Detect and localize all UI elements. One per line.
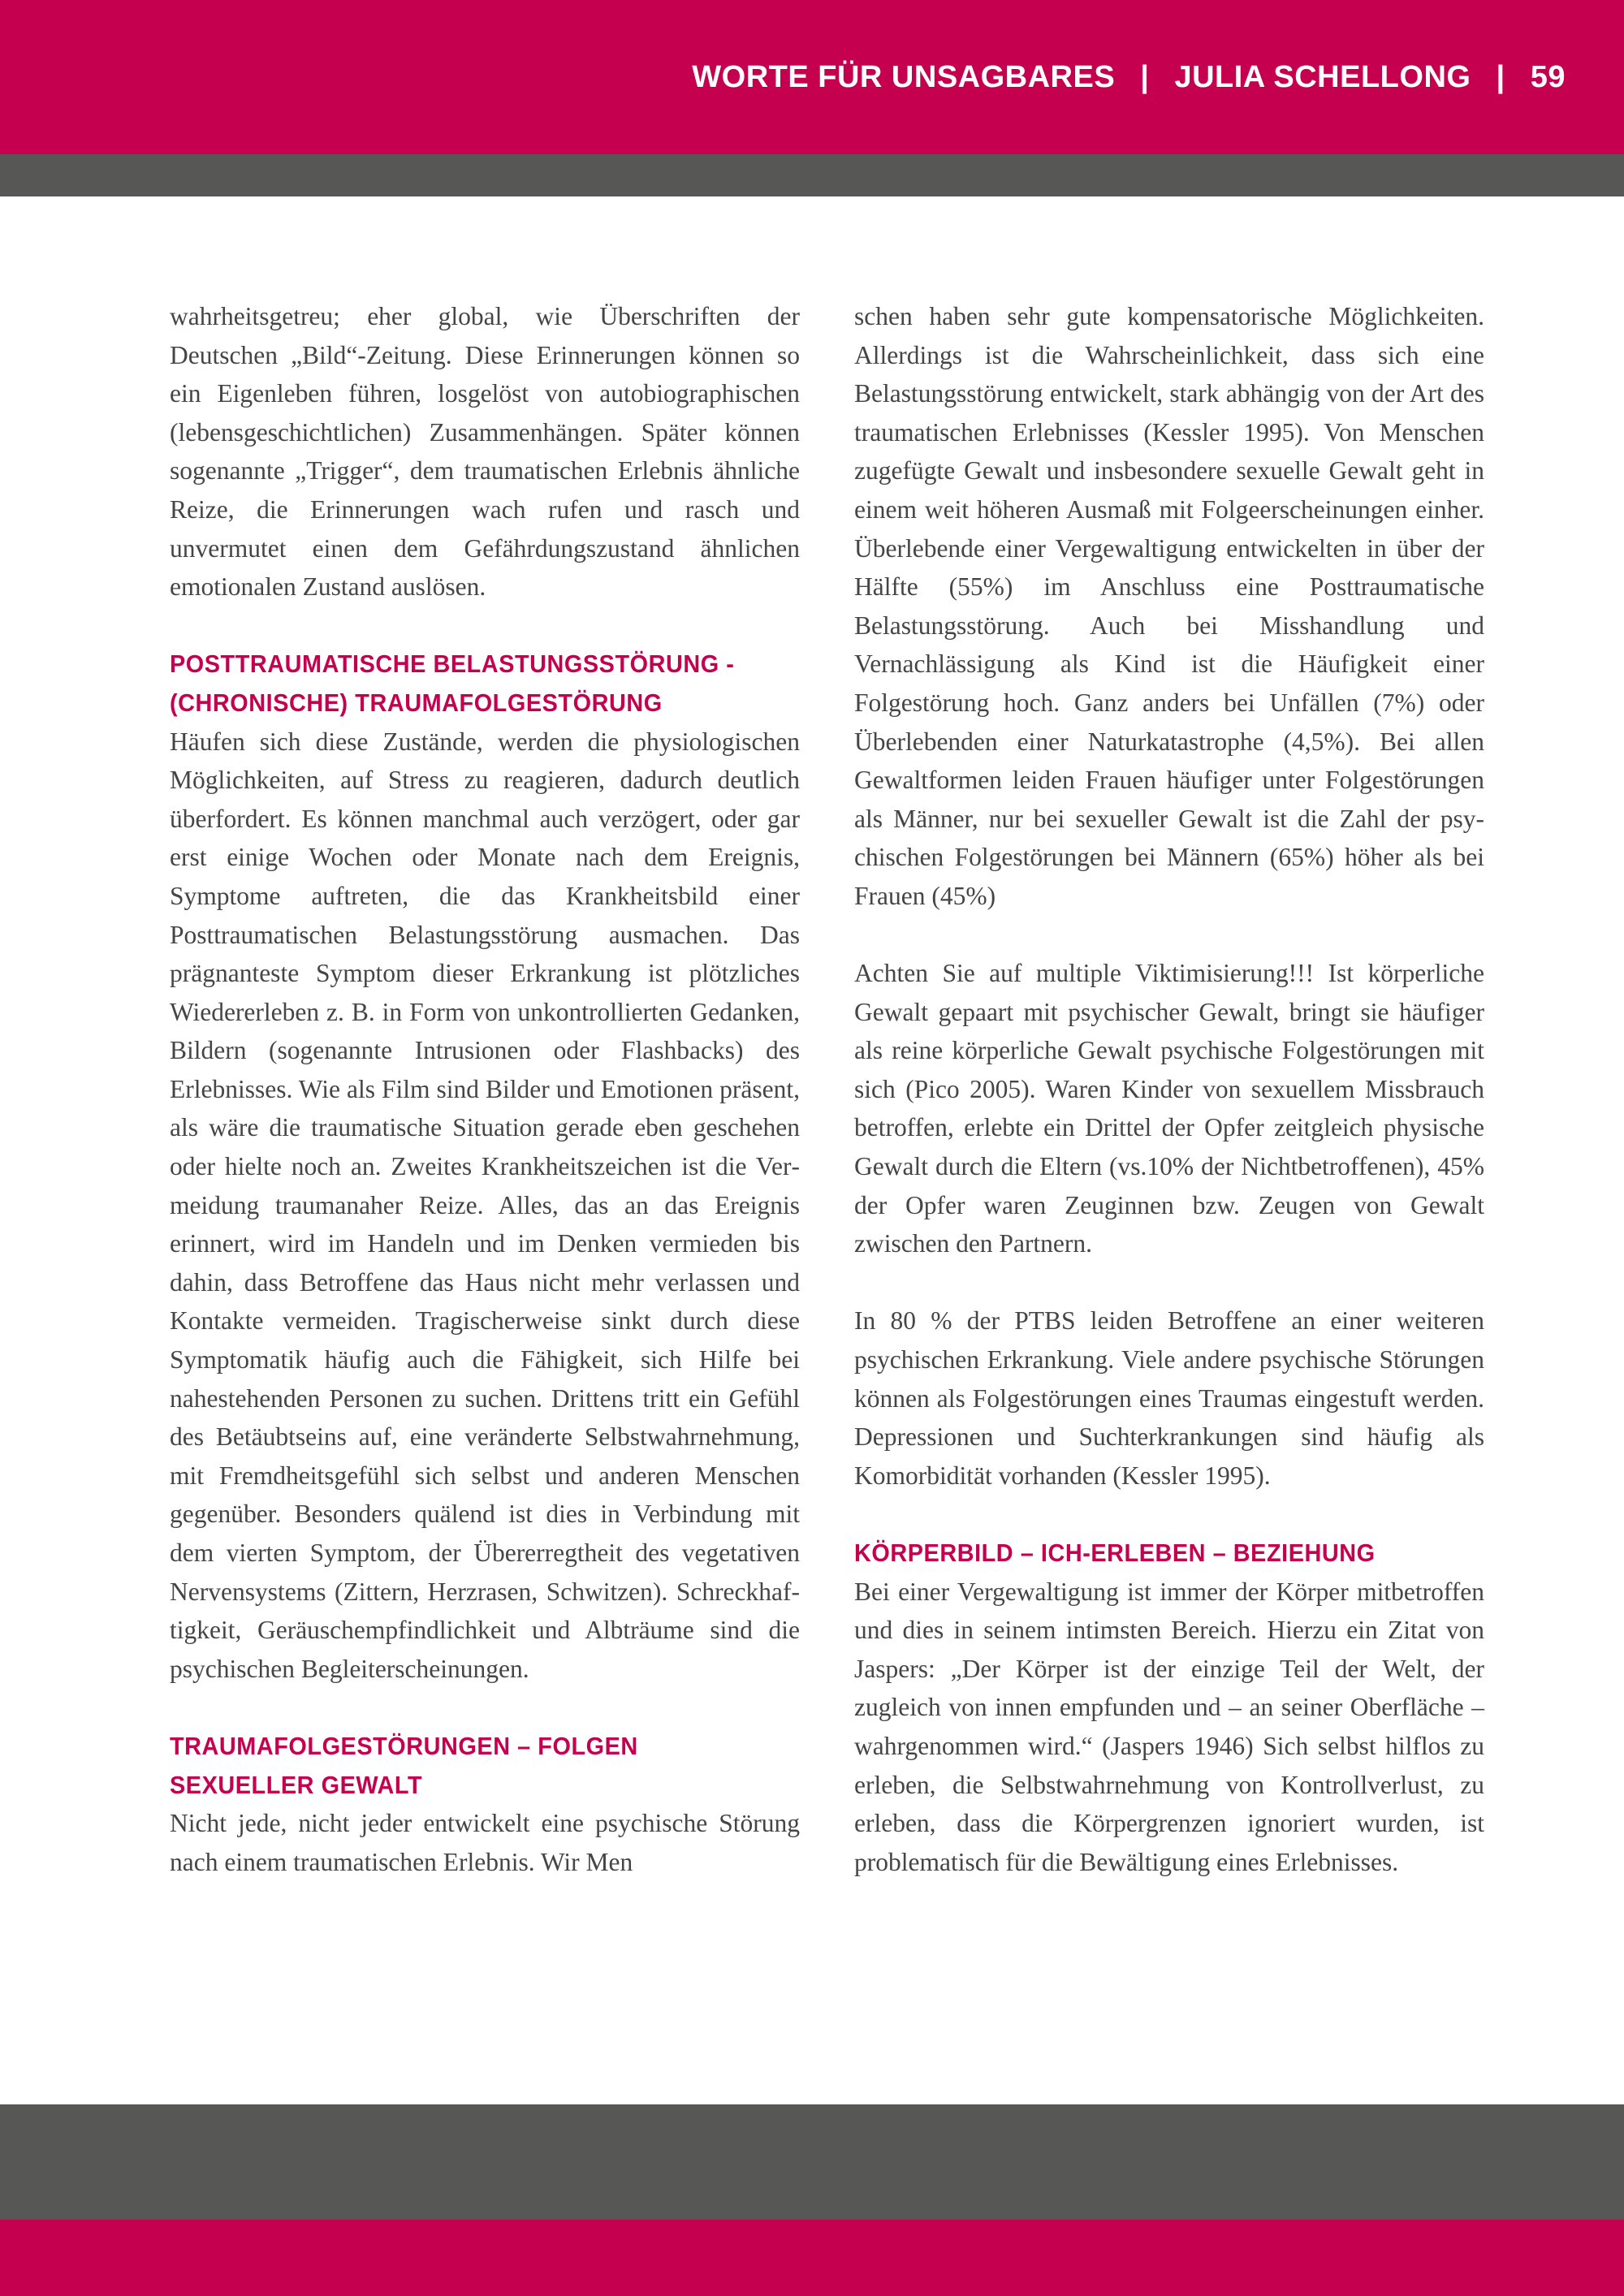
heading-line: SEXUELLER GEWALT bbox=[170, 1770, 423, 1799]
heading-line: TRAUMAFOLGESTÖRUNGEN – FOLGEN bbox=[170, 1731, 638, 1760]
paragraph: Häufen sich diese Zustände, werden die physiologischen Möglichkeiten, auf Stress zu reagieren, dadurch deutlich überfordert. Es können manchmal auch verzögert, oder gar erst einige Wochen oder Monate nach dem Ereignis, Symptome auftreten, die das Krankheitsbild einer Posttraumatischen Belastungsstörung ausmachen. Das prägnanteste Symptom dieser Erkrankung ist plötzliches Wiedererleben z. B. in Form von unkontrollierten Gedanken, Bildern (sogenannte Intrusionen oder Flashbacks) des Erlebnisses. Wie als Film sind Bilder und Emotionen präsent, als wäre die traumatische Situation gerade eben geschehen oder hielte noch an. Zweites Krankheitszeichen ist die Vermeidung traumanaher Reize. Alles, das an das Ereignis erinnert, wird im Handeln und im Denken vermieden bis dahin, dass Betroffene das Haus nicht mehr verlassen und Kontakte vermeiden. Tragischerweise sinkt durch diese Symptomatik häufig auch die Fähigkeit, sich Hilfe bei nahestehenden Personen zu suchen. Drittens tritt ein Gefühl des Betäubtseins auf, eine veränderte Selbstwahrnehmung, mit Fremdheitsgefühl sich selbst und anderen Menschen gegenüber. Besonders quälend ist dies in Verbindung mit dem vierten Symptom, der Übererregtheit des vegetativen Nervensystems (Zittern, Herzrasen, Schwitzen). Schreckhaftigkeit, Geräuschempfindlichkeit und Albträume sind die psychischen Begleiterscheinungen. bbox=[170, 727, 800, 1683]
section-heading-traumafolgen bbox=[170, 1727, 756, 1804]
page-number: 59 bbox=[1530, 60, 1566, 94]
paragraph: Achten Sie auf multiple Viktimisierung!!! Ist körperliche Gewalt gepaart mit psychischer Gewalt, bringt sie häufiger als reine körperliche Gewalt psychische Folgestörungen mit sich (Pico 2005). Waren Kinder von sexuellem Missbrauch betroffen, erlebte ein Drittel der Opfer zeitgleich physische Gewalt durch die Eltern (vs.10% der Nichtbetroffenen), 45% der Opfer waren Zeuginnen bzw. Zeugen von Gewalt zwischen den Partnern. bbox=[854, 959, 1484, 1258]
paragraph: In 80 % der PTBS leiden Betroffene an einer weiteren psychischen Erkrankung. Viele andere psychische Störungen können als Folgestörungen eines Traumas eingestuft werden. Depressionen und Suchterkrankungen sind häufig als Komorbidität vorhanden (Kessler 1995). bbox=[854, 1306, 1484, 1490]
left-column bbox=[170, 297, 800, 1881]
paragraph: Nicht jede, nicht jeder entwickelt eine psychische Störung nach einem traumatischen Erlebnis. Wir Men bbox=[170, 1809, 800, 1876]
paragraph: wahrheitsgetreu; eher global, wie Überschriften der Deutschen „Bild“-Zeitung. Diese Erinnerungen können so ein Eigenleben führen, losgelöst von autobiographischen (lebensgeschichtlichen) Zusammenhängen. Später können sogenannte „Trigger“, dem traumatischen Erlebnis ähnliche Reize, die Erinnerungen wach rufen und rasch und unvermutet einen dem Gefährdungszustand ähnlichen emotionalen Zustand auslösen. bbox=[170, 302, 800, 602]
section-heading-koerperbild: KÖRPERBILD – ICH-ERLEBEN – BEZIEHUNG bbox=[854, 1539, 1376, 1567]
author-name: JULIA SCHELLONG bbox=[1174, 60, 1471, 94]
heading-line: (CHRONISCHE) TRAUMAFOLGESTÖRUNG bbox=[170, 688, 663, 717]
paragraph: schen haben sehr gute kompensatorische Möglichkeiten. Allerdings ist die Wahrscheinlichkeit, dass sich eine Belastungsstörung entwickelt, stark abhängig von der Art des traumatischen Erlebnisses (Kessler 1995). Von Menschen zugefügte Gewalt und insbesondere sexuelle Gewalt geht in einem weit höheren Ausmaß mit Folgeerscheinungen einher. Überlebende einer Vergewaltigung entwickelten in über der Hälfte (55%) im Anschluss eine Posttraumatische Belastungsstörung. Auch bei Misshandlung und Vernachlässigung als Kind ist die Häufigkeit einer Folgestörung hoch. Ganz anders bei Unfällen (7%) oder Überlebenden einer Naturkatastrophe (4,5%). Bei allen Gewaltformen leiden Frauen häufiger unter Folgestörungen als Männer, nur bei sexueller Gewalt ist die Zahl der psychischen Folgestörungen bei Männern (65%) höher als bei Frauen (45%) bbox=[854, 302, 1484, 910]
right-column bbox=[854, 297, 1484, 1881]
footer-band bbox=[0, 2220, 1624, 2296]
footer-gray-stripe bbox=[0, 2104, 1624, 2220]
header-separator: | bbox=[1496, 60, 1505, 94]
header-separator: | bbox=[1140, 60, 1150, 94]
heading-line: POSTTRAUMATISCHE BELASTUNGSSTÖRUNG - bbox=[170, 650, 735, 679]
header-gray-stripe bbox=[0, 154, 1624, 196]
paragraph: Bei einer Vergewaltigung ist immer der Körper mitbetroffen und dies in seinem intimsten Bereich. Hierzu ein Zitat von Jaspers: „Der Körper ist der einzige Teil der Welt, der zugleich von innen empfunden und – an seiner Oberfläche – wahrgenommen wird.“ (Jaspers 1946) Sich selbst hilflos zu erleben, die Selbstwahrnehmung von Kontrollverlust, zu erleben, dass die Körpergrenzen ignoriert wurden, ist problematisch für die Bewältigung eines Erlebnisses. bbox=[854, 1577, 1484, 1876]
book-title: WORTE FÜR UNSAGBARES bbox=[692, 60, 1116, 94]
running-head bbox=[692, 60, 1566, 95]
section-heading-ptbs bbox=[170, 645, 756, 722]
